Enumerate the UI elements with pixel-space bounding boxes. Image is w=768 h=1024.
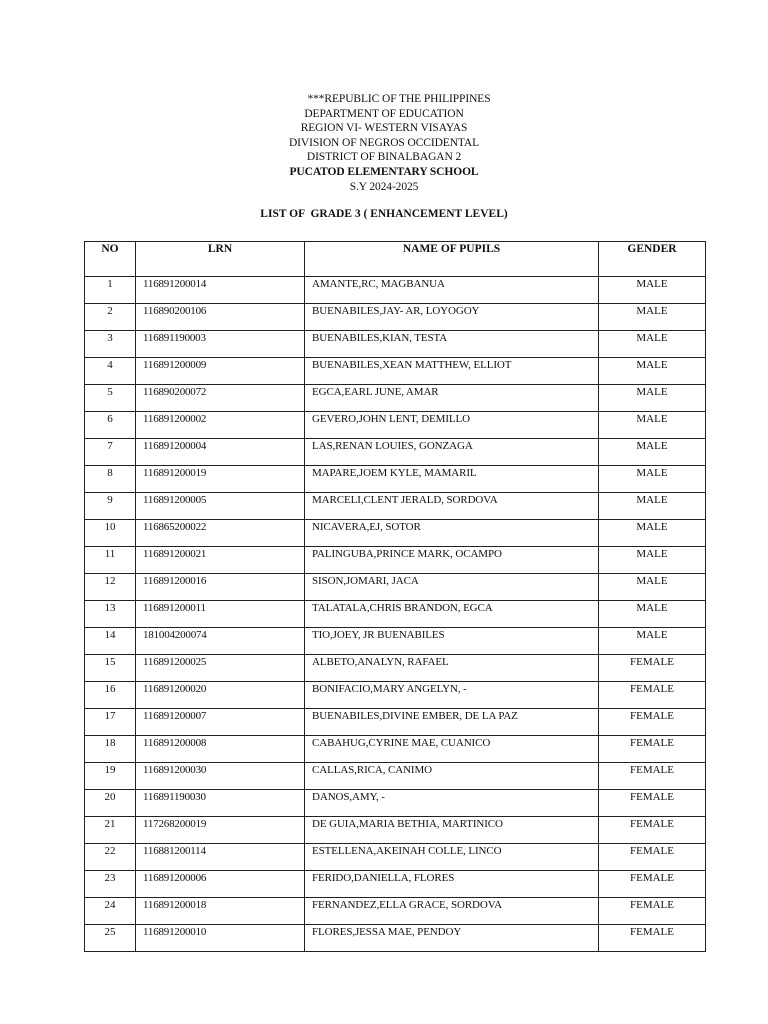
cell-lrn: 116891200004 [136, 439, 305, 466]
cell-no: 9 [85, 493, 136, 520]
column-header-name: NAME OF PUPILS [305, 242, 599, 277]
list-title: LIST OF GRADE 3 ( ENHANCEMENT LEVEL) [260, 208, 508, 220]
cell-no: 16 [85, 682, 136, 709]
cell-lrn: 116891200016 [136, 574, 305, 601]
cell-lrn: 116891200014 [136, 277, 305, 304]
cell-pupil-name: BUENABILES,JAY- AR, LOYOGOY [305, 304, 599, 331]
cell-lrn: 116865200022 [136, 520, 305, 547]
cell-pupil-name: GEVERO,JOHN LENT, DEMILLO [305, 412, 599, 439]
table-row [85, 493, 706, 520]
cell-lrn: 116891200005 [136, 493, 305, 520]
cell-no: 20 [85, 790, 136, 817]
cell-lrn: 117268200019 [136, 817, 305, 844]
cell-no: 13 [85, 601, 136, 628]
cell-gender: FEMALE [599, 682, 706, 709]
table-row [85, 844, 706, 871]
cell-gender: FEMALE [599, 817, 706, 844]
header-region: REGION VI- WESTERN VISAYAS [300, 122, 468, 135]
cell-no: 15 [85, 655, 136, 682]
cell-gender: MALE [599, 304, 706, 331]
header-school-year: S.Y 2024-2025 [349, 180, 419, 193]
cell-pupil-name: ESTELLENA,AKEINAH COLLE, LINCO [305, 844, 599, 871]
cell-lrn: 116891200006 [136, 871, 305, 898]
cell-no: 8 [85, 466, 136, 493]
cell-no: 6 [85, 412, 136, 439]
cell-no: 12 [85, 574, 136, 601]
table-header-row [85, 242, 706, 277]
cell-lrn: 116890200106 [136, 304, 305, 331]
header-division: DIVISION OF NEGROS OCCIDENTAL [288, 136, 480, 149]
cell-no: 17 [85, 709, 136, 736]
table-row [85, 574, 706, 601]
table-row [85, 736, 706, 763]
cell-lrn: 116891200021 [136, 547, 305, 574]
table-row [85, 601, 706, 628]
cell-no: 25 [85, 925, 136, 952]
table-row [85, 412, 706, 439]
cell-pupil-name: PALINGUBA,PRINCE MARK, OCAMPO [305, 547, 599, 574]
cell-lrn: 116891200010 [136, 925, 305, 952]
cell-gender: MALE [599, 277, 706, 304]
cell-no: 1 [85, 277, 136, 304]
cell-no: 4 [85, 358, 136, 385]
table-row [85, 682, 706, 709]
cell-pupil-name: MARCELI,CLENT JERALD, SORDOVA [305, 493, 599, 520]
table-row [85, 817, 706, 844]
cell-pupil-name: FLORES,JESSA MAE, PENDOY [305, 925, 599, 952]
cell-gender: FEMALE [599, 736, 706, 763]
cell-gender: MALE [599, 601, 706, 628]
cell-pupil-name: FERNANDEZ,ELLA GRACE, SORDOVA [305, 898, 599, 925]
cell-gender: FEMALE [599, 898, 706, 925]
header-department: DEPARTMENT OF EDUCATION [304, 107, 464, 120]
cell-lrn: 116891200009 [136, 358, 305, 385]
roster-body [85, 277, 706, 952]
cell-gender: MALE [599, 466, 706, 493]
cell-gender: MALE [599, 574, 706, 601]
cell-gender: MALE [599, 412, 706, 439]
cell-no: 10 [85, 520, 136, 547]
table-row [85, 385, 706, 412]
table-row [85, 439, 706, 466]
cell-gender: FEMALE [599, 709, 706, 736]
header-district: DISTRICT OF BINALBAGAN 2 [306, 151, 462, 164]
cell-no: 3 [85, 331, 136, 358]
table-row [85, 520, 706, 547]
cell-gender: FEMALE [599, 790, 706, 817]
table-row [85, 898, 706, 925]
cell-pupil-name: BONIFACIO,MARY ANGELYN, - [305, 682, 599, 709]
column-header-no: NO [85, 242, 136, 277]
cell-pupil-name: TIO,JOEY, JR BUENABILES [305, 628, 599, 655]
table-row [85, 790, 706, 817]
cell-no: 14 [85, 628, 136, 655]
cell-gender: FEMALE [599, 763, 706, 790]
table-row [85, 655, 706, 682]
table-row [85, 763, 706, 790]
cell-gender: MALE [599, 493, 706, 520]
cell-lrn: 116891200018 [136, 898, 305, 925]
cell-lrn: 116881200114 [136, 844, 305, 871]
cell-pupil-name: FERIDO,DANIELLA, FLORES [305, 871, 599, 898]
table-row [85, 304, 706, 331]
cell-gender: MALE [599, 628, 706, 655]
table-row [85, 871, 706, 898]
cell-no: 2 [85, 304, 136, 331]
column-header-lrn: LRN [136, 242, 305, 277]
cell-no: 21 [85, 817, 136, 844]
cell-pupil-name: SISON,JOMARI, JACA [305, 574, 599, 601]
cell-no: 22 [85, 844, 136, 871]
cell-lrn: 116890200072 [136, 385, 305, 412]
cell-gender: FEMALE [599, 871, 706, 898]
cell-gender: MALE [599, 358, 706, 385]
cell-lrn: 116891200007 [136, 709, 305, 736]
table-row [85, 358, 706, 385]
cell-lrn: 116891200002 [136, 412, 305, 439]
column-header-gender: GENDER [599, 242, 706, 277]
cell-gender: MALE [599, 520, 706, 547]
cell-lrn: 116891200011 [136, 601, 305, 628]
pupil-roster-table [84, 241, 706, 952]
cell-gender: MALE [599, 439, 706, 466]
cell-pupil-name: DANOS,AMY, - [305, 790, 599, 817]
table-row [85, 628, 706, 655]
cell-pupil-name: TALATALA,CHRIS BRANDON, EGCA [305, 601, 599, 628]
cell-pupil-name: BUENABILES,DIVINE EMBER, DE LA PAZ [305, 709, 599, 736]
cell-lrn: 116891200025 [136, 655, 305, 682]
cell-no: 24 [85, 898, 136, 925]
cell-lrn: 116891200030 [136, 763, 305, 790]
table-row [85, 277, 706, 304]
table-row [85, 466, 706, 493]
cell-pupil-name: LAS,RENAN LOUIES, GONZAGA [305, 439, 599, 466]
header-country: ***REPUBLIC OF THE PHILIPPINES [307, 93, 491, 105]
cell-gender: MALE [599, 547, 706, 574]
table-row [85, 925, 706, 952]
cell-gender: FEMALE [599, 925, 706, 952]
cell-lrn: 116891200020 [136, 682, 305, 709]
cell-pupil-name: DE GUIA,MARIA BETHIA, MARTINICO [305, 817, 599, 844]
document-header [0, 92, 768, 194]
table-row [85, 547, 706, 574]
cell-gender: FEMALE [599, 844, 706, 871]
cell-pupil-name: BUENABILES,XEAN MATTHEW, ELLIOT [305, 358, 599, 385]
cell-no: 7 [85, 439, 136, 466]
cell-no: 5 [85, 385, 136, 412]
cell-no: 11 [85, 547, 136, 574]
cell-lrn: 181004200074 [136, 628, 305, 655]
cell-pupil-name: ALBETO,ANALYN, RAFAEL [305, 655, 599, 682]
table-row [85, 331, 706, 358]
table-row [85, 709, 706, 736]
cell-pupil-name: AMANTE,RC, MAGBANUA [305, 277, 599, 304]
cell-pupil-name: MAPARE,JOEM KYLE, MAMARIL [305, 466, 599, 493]
cell-no: 23 [85, 871, 136, 898]
cell-pupil-name: EGCA,EARL JUNE, AMAR [305, 385, 599, 412]
cell-gender: MALE [599, 331, 706, 358]
cell-pupil-name: BUENABILES,KIAN, TESTA [305, 331, 599, 358]
cell-pupil-name: CABAHUG,CYRINE MAE, CUANICO [305, 736, 599, 763]
cell-no: 18 [85, 736, 136, 763]
cell-pupil-name: CALLAS,RICA, CANIMO [305, 763, 599, 790]
cell-gender: FEMALE [599, 655, 706, 682]
cell-no: 19 [85, 763, 136, 790]
cell-gender: MALE [599, 385, 706, 412]
cell-lrn: 116891200008 [136, 736, 305, 763]
cell-lrn: 116891190030 [136, 790, 305, 817]
cell-pupil-name: NICAVERA,EJ, SOTOR [305, 520, 599, 547]
cell-lrn: 116891190003 [136, 331, 305, 358]
header-school: PUCATOD ELEMENTARY SCHOOL [289, 165, 479, 178]
cell-lrn: 116891200019 [136, 466, 305, 493]
